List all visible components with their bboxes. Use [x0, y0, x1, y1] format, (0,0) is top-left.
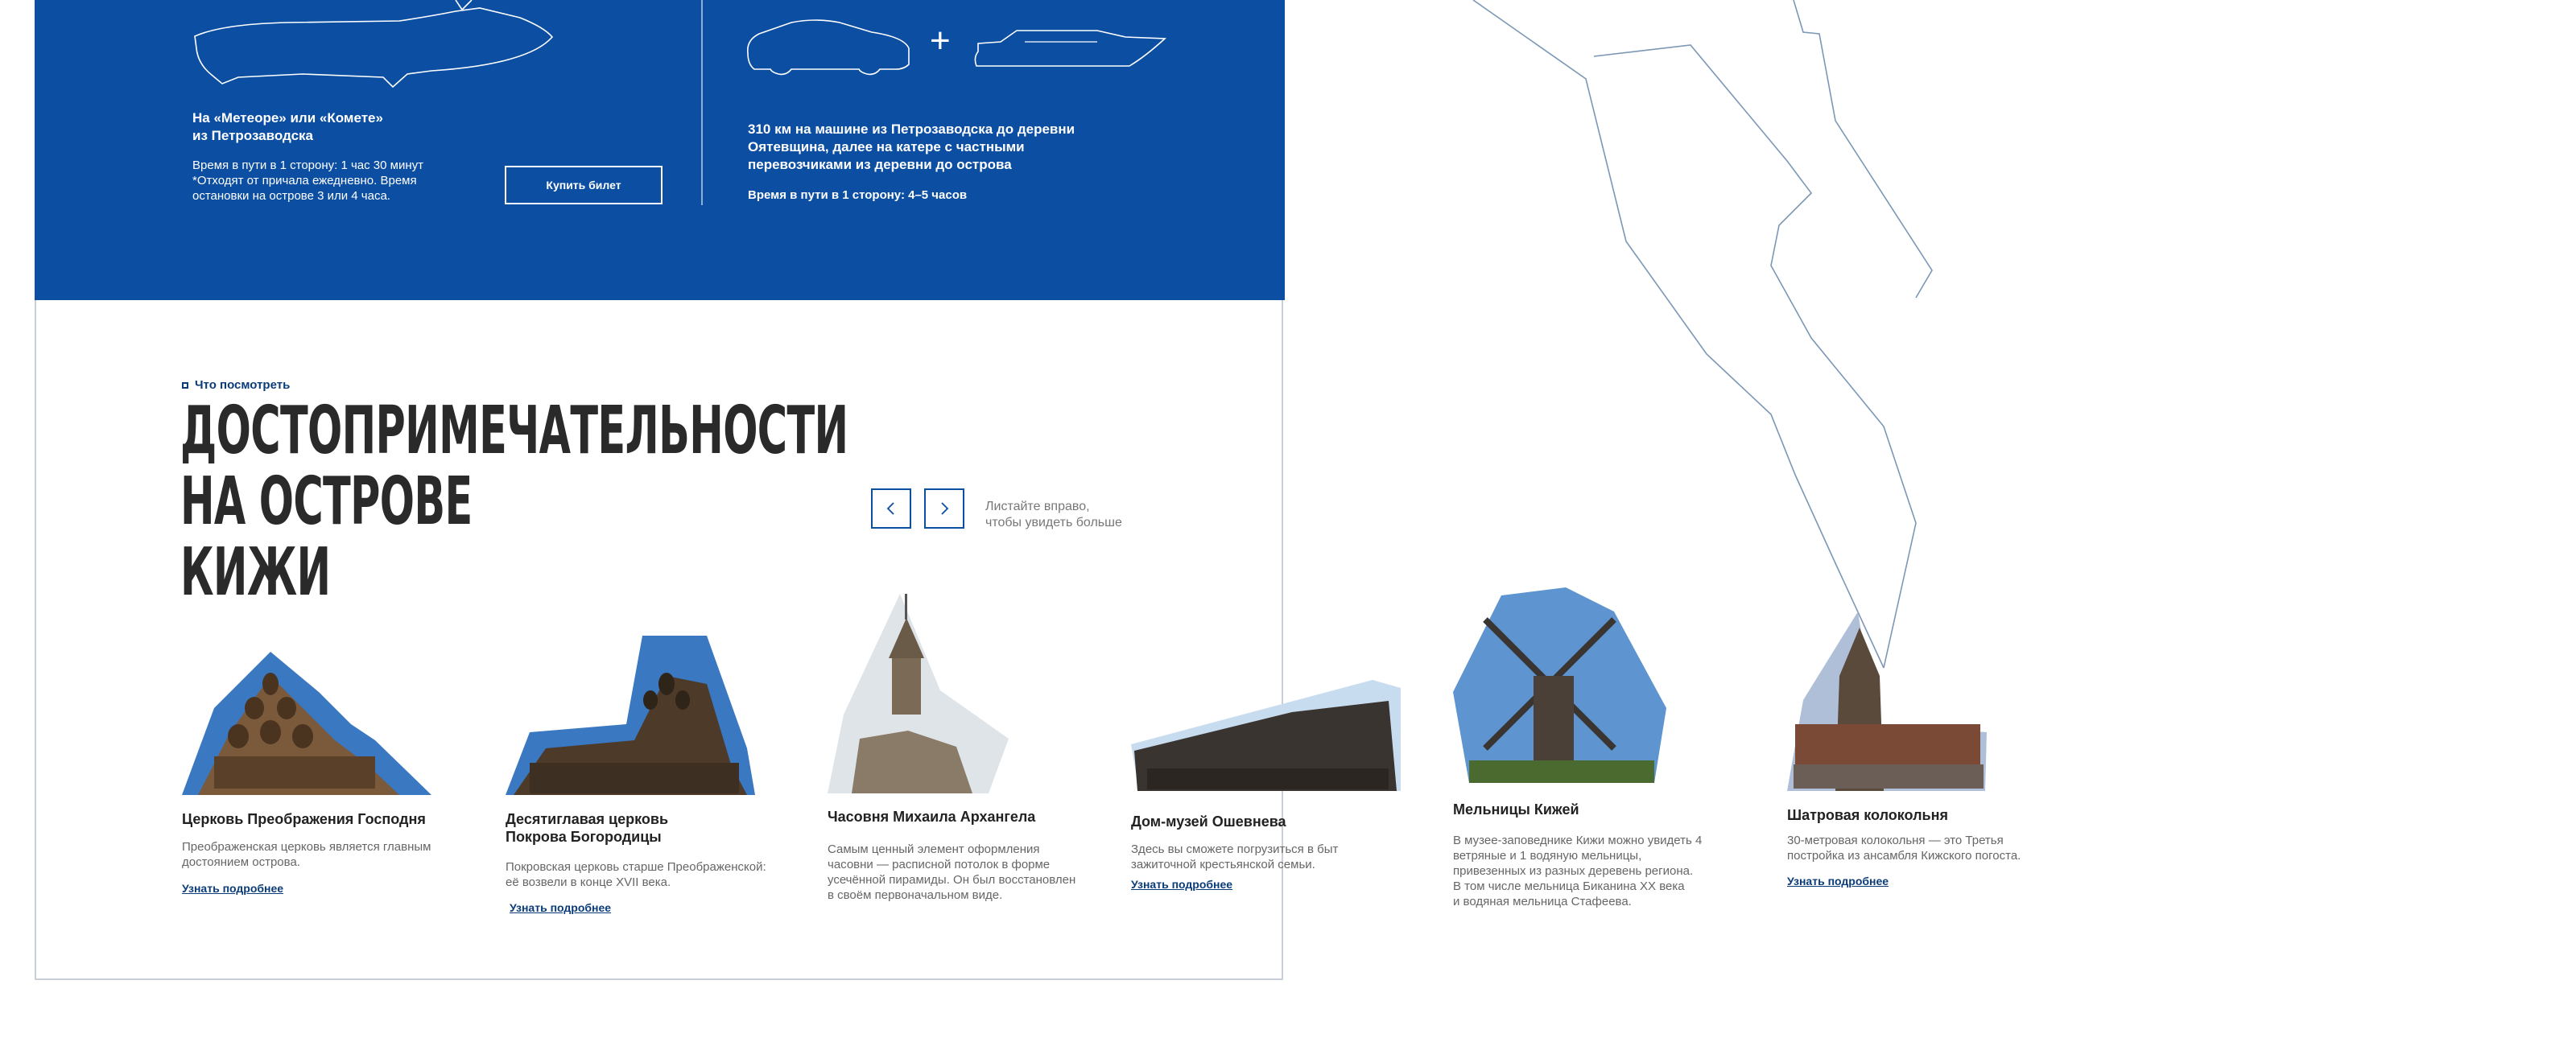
scroll-hint [985, 499, 1122, 531]
card-description-line-2: достоянием острова. [182, 855, 300, 869]
scroll-hint-line-2: чтобы увидеть больше [985, 516, 1122, 529]
card-title: Церковь Преображения Господня [182, 811, 426, 827]
meteor-title-line-1: На «Метеоре» или «Комете» [192, 110, 383, 126]
card-description-line-2: её возвели в конце XVII века. [506, 875, 671, 889]
card-title-line-1: Десятиглавая церковь [506, 811, 669, 827]
transfiguration-church-image [182, 644, 440, 797]
chevron-right-icon [938, 500, 951, 517]
page-title-line-1: ДОСТОПРИМЕЧАТЕЛЬНОСТИ [180, 393, 848, 469]
car-title-line-1: 310 км на машине из Петрозаводска до деревни [748, 122, 1075, 137]
next-slide-button[interactable] [924, 488, 964, 529]
card-description-line-1: Покровская церковь старше Преображенской: [506, 860, 766, 874]
meteor-note-line-2: *Отходят от причала ежедневно. Время [192, 174, 417, 187]
card-description-line-1: Преображенская церковь является главным [182, 840, 431, 854]
windmill-image [1453, 587, 1670, 785]
scroll-hint-line-1: Листайте вправо, [985, 500, 1090, 513]
meteor-note-line-1: Время в пути в 1 сторону: 1 час 30 минут [192, 159, 423, 172]
card-title: Дом-музей Ошевнева [1131, 814, 1286, 830]
card-description-line-2: зажиточной крестьянской семьи. [1131, 858, 1315, 871]
kicker-label: Что посмотреть [195, 378, 291, 392]
card-title-line-2: Покрова Богородицы [506, 829, 662, 845]
car-icon [743, 16, 920, 80]
page-title-line-2: НА ОСТРОВЕ КИЖИ [180, 463, 473, 611]
learn-more-link[interactable]: Узнать подробнее [510, 901, 612, 914]
buy-ticket-button[interactable]: Купить билет [505, 166, 663, 204]
meteor-title-line-2: из Петрозаводска [192, 128, 313, 143]
card-title: Часовня Михаила Архангела [828, 809, 1036, 825]
card-description-line-3: привезенных из разных деревень региона. [1453, 864, 1694, 878]
section-kicker [182, 378, 290, 392]
plus-sign: + [930, 21, 951, 60]
intercession-church-image [506, 628, 763, 797]
card-title: Шатровая колокольня [1787, 807, 1948, 823]
card-description-line-2: постройка из ансамбля Кижского погоста. [1787, 849, 2021, 863]
chevron-left-icon [885, 500, 898, 517]
card-description-line-5: и водяная мельница Стафеева. [1453, 895, 1632, 908]
page-title [180, 393, 848, 611]
bell-tower-image [1787, 612, 1988, 793]
kicker-square-icon [182, 382, 188, 389]
boat-icon [968, 19, 1170, 76]
meteor-note-line-3: остановки на острове 3 или 4 часа. [192, 189, 390, 203]
card-description-line-2: ветряные и 1 водяную мельницы, [1453, 849, 1642, 863]
card-title: Мельницы Кижей [1453, 801, 1579, 818]
archangel-chapel-image [828, 594, 1013, 795]
card-description-line-1: 30-метровая колокольня — это Третья [1787, 834, 2004, 847]
transport-panel [35, 0, 1285, 300]
panel-divider [701, 0, 703, 205]
card-description-line-1: Здесь вы сможете погрузиться в быт [1131, 842, 1339, 856]
card-description-line-4: в своём первоначальном виде. [828, 888, 1003, 902]
car-travel-time: Время в пути в 1 сторону: 4–5 часов [748, 188, 968, 202]
card-description-line-2: часовни — расписной потолок в форме [828, 858, 1051, 871]
oshevnev-house-image [1131, 680, 1401, 793]
learn-more-link[interactable]: Узнать подробнее [182, 882, 284, 895]
card-description-line-1: В музее-заповеднике Кижи можно увидеть 4 [1453, 834, 1703, 847]
car-title-line-3: перевозчиками из деревни до острова [748, 157, 1012, 172]
learn-more-link[interactable]: Узнать подробнее [1787, 875, 1889, 888]
card-description-line-4: В том числе мельница Биканина XX века [1453, 879, 1685, 893]
hydrofoil-icon [190, 0, 617, 89]
car-title-line-2: Оятевщина, далее на катере с частными [748, 139, 1025, 154]
card-description-line-3: усечённой пирамиды. Он был восстановлен [828, 873, 1076, 887]
learn-more-link[interactable]: Узнать подробнее [1131, 878, 1233, 891]
prev-slide-button[interactable] [871, 488, 911, 529]
card-description-line-1: Самым ценный элемент оформления [828, 842, 1040, 856]
